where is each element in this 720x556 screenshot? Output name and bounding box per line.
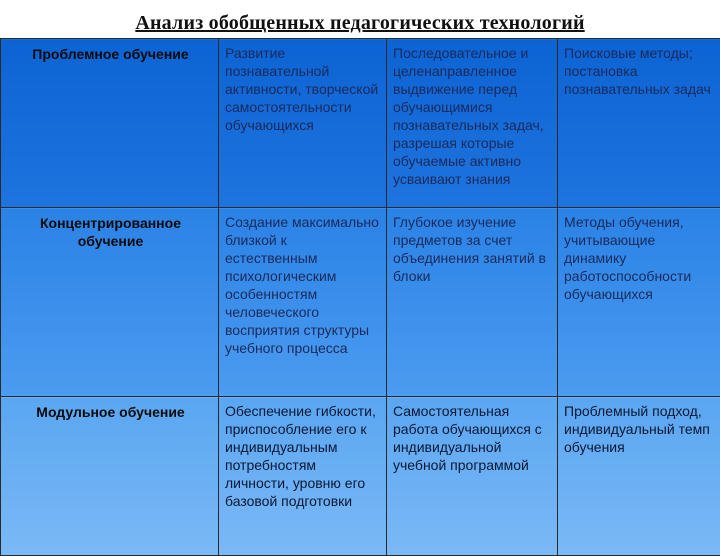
essence-cell: Глубокое изучение предметов за счет объединения занятий в блоки xyxy=(387,208,558,397)
essence-cell: Самостоятельная работа обучающихся с индивидуальной учебной программой xyxy=(387,397,558,556)
table-row xyxy=(1,397,720,556)
technology-name-cell: Проблемное обучение xyxy=(1,39,219,208)
method-cell: Методы обучения, учитывающие динамику работоспособности обучающихся xyxy=(558,208,720,397)
page-title: Анализ обобщенных педагогических технологий xyxy=(0,12,720,35)
table-row xyxy=(1,39,720,208)
method-cell: Проблемный подход, индивидуальный темп обучения xyxy=(558,397,720,556)
technology-name-cell: Модульное обучение xyxy=(1,397,219,556)
technology-name-cell: Концентрированное обучение xyxy=(1,208,219,397)
goal-cell: Создание максимально близкой к естественным психологическим особенностям человеческого восприятия структуры учебного процесса xyxy=(219,208,387,397)
technology-table xyxy=(0,38,720,556)
table-row xyxy=(1,208,720,397)
goal-cell: Обеспечение гибкости, приспособление его к индивидуальным потребностям личности, уровню его базовой подготовки xyxy=(219,397,387,556)
essence-cell: Последовательное и целенаправленное выдвижение перед обучающимися познавательных задач, разрешая которые обучаемые активно усваивают знания xyxy=(387,39,558,208)
method-cell: Поисковые методы; постановка познавательных задач xyxy=(558,39,720,208)
goal-cell: Развитие познавательной активности, творческой самостоятельности обучающихся xyxy=(219,39,387,208)
